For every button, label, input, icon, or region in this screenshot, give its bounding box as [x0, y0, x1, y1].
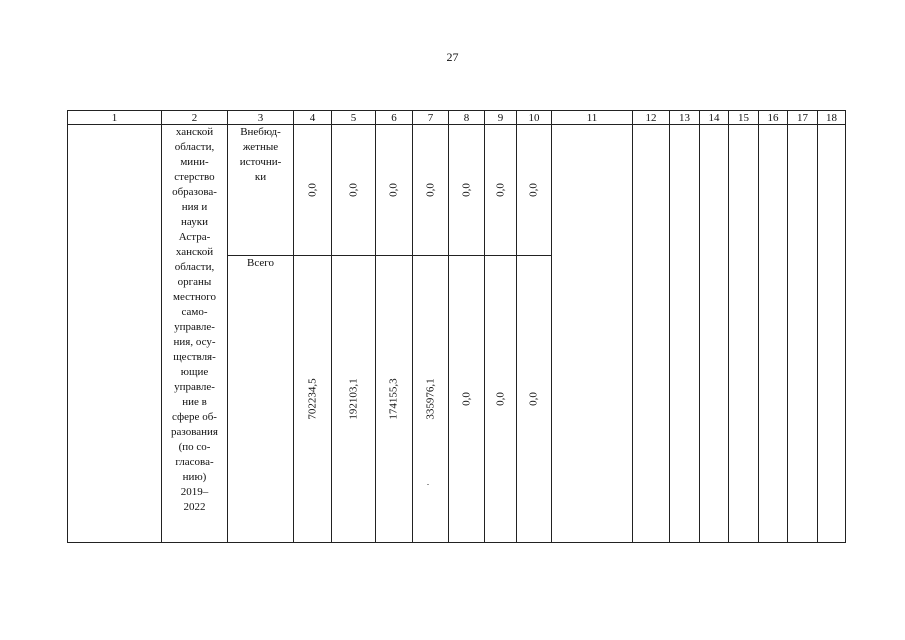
col-header: 14: [700, 111, 729, 125]
col-header: 13: [670, 111, 700, 125]
empty-cell: [700, 125, 729, 543]
empty-cell: [68, 125, 162, 543]
value-cell: [332, 125, 376, 256]
col-header: 8: [449, 111, 485, 125]
scan-speck: [427, 484, 429, 485]
col-header: 18: [818, 111, 846, 125]
executor-cell: [162, 125, 228, 543]
value-cell: [517, 256, 552, 543]
col-header: 2: [162, 111, 228, 125]
source-cell: [228, 256, 294, 543]
value-text: 0,0: [460, 183, 472, 197]
page-number: 27: [446, 50, 459, 64]
value-cell: [485, 125, 517, 256]
empty-cell: [818, 125, 846, 543]
empty-cell: [788, 125, 818, 543]
value-cell: [376, 125, 413, 256]
col-header: 1: [68, 111, 162, 125]
empty-cell: [759, 125, 788, 543]
executor-text: ханской области, мини- стерство образова- ния и науки Астра- ханской области, органы местного само- управле- ния, осу- ществля- ющие управле- ние в сфере об- разования (по со- гласова- нию) 2019– 2022: [171, 126, 218, 513]
value-text: 0,0: [347, 183, 359, 197]
value-cell: [332, 256, 376, 543]
value-text: 0,0: [527, 392, 540, 406]
value-text: 0,0: [460, 392, 472, 406]
value-cell: [485, 256, 517, 543]
col-header: 6: [376, 111, 413, 125]
col-header: 5: [332, 111, 376, 125]
empty-cell: [670, 125, 700, 543]
value-cell: [517, 125, 552, 256]
value-text: 0,0: [387, 183, 400, 197]
col-header: 16: [759, 111, 788, 125]
value-cell: [294, 256, 332, 543]
header-row: [68, 111, 846, 125]
col-header: 3: [228, 111, 294, 125]
empty-cell: [729, 125, 759, 543]
value-text: 0,0: [494, 392, 506, 406]
col-header: 11: [552, 111, 633, 125]
value-text: 0,0: [424, 183, 436, 197]
value-cell: [449, 256, 485, 543]
col-header: 4: [294, 111, 332, 125]
empty-cell: [633, 125, 670, 543]
col-header: 7: [413, 111, 449, 125]
value-text: 702234,5: [306, 378, 318, 420]
col-header: 15: [729, 111, 759, 125]
value-cell: [413, 125, 449, 256]
data-table: [67, 110, 846, 543]
value-text: 0,0: [306, 183, 318, 197]
value-text: 0,0: [527, 183, 540, 197]
value-text: 192103,1: [347, 378, 359, 420]
value-text: 174155,3: [387, 378, 400, 420]
empty-cell: [552, 125, 633, 543]
col-header: 12: [633, 111, 670, 125]
col-header: 17: [788, 111, 818, 125]
value-cell: [376, 256, 413, 543]
value-cell: [413, 256, 449, 543]
value-text: 335976,1: [424, 378, 436, 420]
col-header: 9: [485, 111, 517, 125]
source-cell: [228, 125, 294, 256]
col-header: 10: [517, 111, 552, 125]
table-row: [68, 125, 846, 256]
value-cell: [449, 125, 485, 256]
value-text: 0,0: [494, 183, 506, 197]
source-text: Всего: [247, 257, 274, 269]
source-text: Внебюд- жетные источни- ки: [239, 126, 282, 183]
value-cell: [294, 125, 332, 256]
